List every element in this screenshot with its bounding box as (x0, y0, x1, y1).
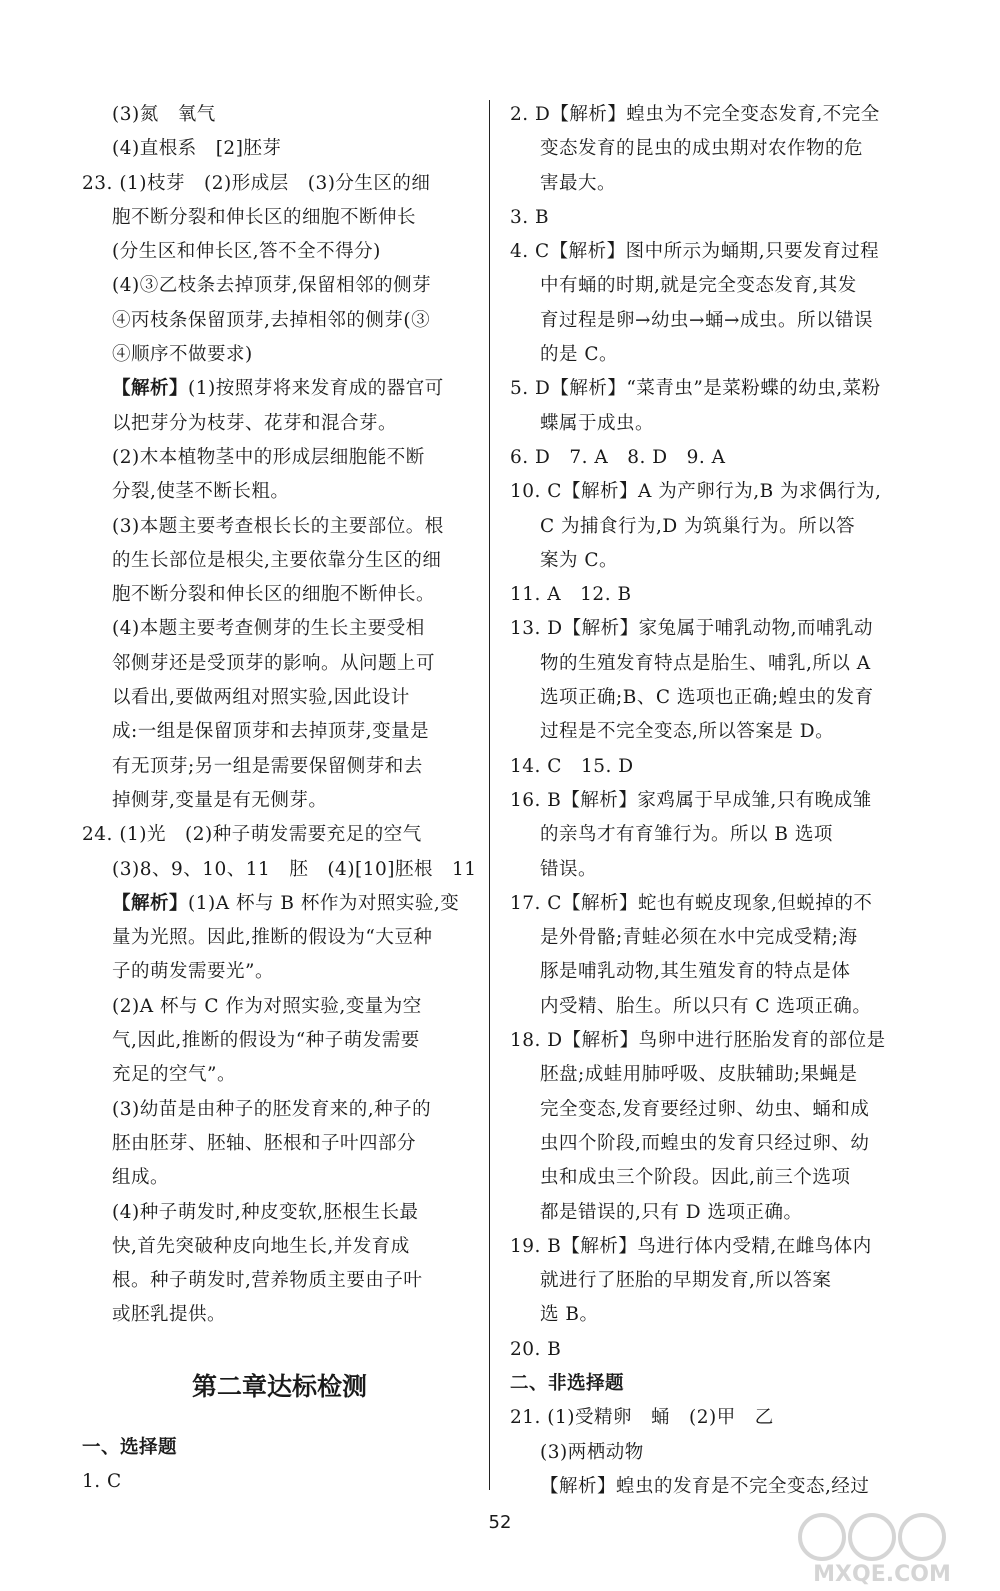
q24-analysis-line: (4)种子萌发时,种皮变软,胚根生长最 (112, 1201, 419, 1223)
answer-line: 变态发育的昆虫的成虫期对农作物的危 (540, 138, 864, 160)
answer-line: 胚盘;成蛙用肺呼吸、皮肤辅助;果蝇是 (540, 1064, 858, 1086)
answer-line: 案为 C。 (540, 549, 619, 571)
section-heading-nonchoice: 二、非选择题 (510, 1372, 625, 1394)
q24-analysis-line: 充足的空气”。 (112, 1064, 236, 1086)
answer-line: 20. B (510, 1338, 562, 1360)
answer-line: 选项正确;B、C 选项也正确;蝗虫的发育 (540, 687, 874, 709)
watermark-text: MXQE.COM (813, 1562, 951, 1585)
answer-line: 是外骨骼;青蛙必须在水中完成受精;海 (540, 927, 858, 949)
answer-line: 13. D【解析】家兔属于哺乳动物,而哺乳动 (510, 618, 874, 640)
watermark-logo (782, 1507, 982, 1585)
answer-line: 11. A 12. B (510, 584, 632, 606)
right-answer-list (510, 98, 902, 1367)
answer-line: 育过程是卵→幼虫→蛹→成虫。所以错误 (540, 309, 874, 331)
q23-analysis-line: (3)本题主要考查根长长的主要部位。根 (112, 515, 444, 537)
analysis-text: (1)A 杯与 B 杯作为对照实验,变 (188, 892, 460, 914)
answer-line: 2. D【解析】蝗虫为不完全变态发育,不完全 (510, 104, 880, 125)
q23-line: 胞不断分裂和伸长区的细胞不断伸长 (112, 206, 417, 228)
chapter-title: 第二章达标检测 (191, 1371, 367, 1401)
q23-analysis-line: 分裂,使茎不断长粗。 (112, 481, 290, 503)
q21-analysis-line: 【解析】蝗虫的发育是不完全变态,经过 (540, 1475, 870, 1497)
answer-line: 10. C【解析】A 为产卵行为,B 为求偶行为, (510, 481, 882, 503)
q24-line: 24. (1)光 (2)种子萌发需要充足的空气 (82, 824, 422, 846)
left-column (82, 98, 477, 1499)
right-column (510, 98, 902, 1504)
q24-analysis-line: (3)幼苗是由种子的胚发育来的,种子的 (112, 1098, 432, 1120)
analysis-tag: 【解析】 (112, 378, 189, 400)
column-divider (489, 100, 490, 1490)
q24-analysis-line: 组成。 (112, 1167, 170, 1189)
q24-analysis-line: 或胚乳提供。 (112, 1304, 227, 1326)
q23-analysis-line: 有无顶芽;另一组是需要保留侧芽和去 (112, 755, 423, 777)
q21-line: 21. (1)受精卵 蛹 (2)甲 乙 (510, 1407, 774, 1429)
q23-line: ④顺序不做要求) (112, 344, 253, 366)
q23-line: 23. (1)枝芽 (2)形成层 (3)分生区的细 (82, 172, 431, 194)
answer-line: 完全变态,发育要经过卵、幼虫、蛹和成 (540, 1098, 870, 1120)
q22-line: (4)直根系 [2]胚芽 (112, 138, 282, 160)
q23-analysis-line: 的生长部位是根尖,主要依靠分生区的细 (112, 549, 442, 571)
answer-line: 的亲鸟才有育雏行为。所以 B 选项 (540, 824, 833, 846)
answer-line: 17. C【解析】蛇也有蜕皮现象,但蜕掉的不 (510, 892, 873, 914)
answer-line: C 为捕食行为,D 为筑巢行为。所以答 (540, 515, 856, 537)
answer-line: 19. B【解析】鸟进行体内受精,在雌鸟体内 (510, 1235, 872, 1257)
answer-line: 虫四个阶段,而蝗虫的发育只经过卵、幼 (540, 1132, 870, 1154)
answer-line: 6. D 7. A 8. D 9. A (510, 446, 726, 468)
q24-analysis-line: 快,首先突破种皮向地生长,并发育成 (112, 1235, 410, 1257)
q24-analysis-line (82, 887, 477, 921)
q23-analysis-line: 成:一组是保留顶芽和去掉顶芽,变量是 (112, 721, 430, 743)
q22-line: (3)氮 氧气 (112, 104, 216, 125)
q24-analysis-line: 子的萌发需要光”。 (112, 961, 274, 983)
q24-analysis-line: 气,因此,推断的假设为“种子萌发需要 (112, 1030, 420, 1052)
answer-line: 蝶属于成虫。 (540, 412, 655, 434)
q23-analysis-line: 邻侧芽还是受顶芽的影响。从问题上可 (112, 652, 436, 674)
answer-line: 选 B。 (540, 1304, 599, 1326)
answer-line: 18. D【解析】鸟卵中进行胚胎发育的部位是 (510, 1030, 886, 1052)
answer-line: 4. C【解析】图中所示为蛹期,只要发育过程 (510, 241, 880, 263)
answer-line: 中有蛹的时期,就是完全变态发育,其发 (540, 275, 857, 297)
answer-line: 虫和成虫三个阶段。因此,前三个选项 (540, 1167, 851, 1189)
q24-line: (3)8、9、10、11 胚 (4)[10]胚根 11 (112, 858, 477, 880)
q21-line: (3)两栖动物 (540, 1441, 644, 1463)
answer-line: 都是错误的,只有 D 选项正确。 (540, 1201, 803, 1223)
section-heading-choice: 一、选择题 (82, 1436, 178, 1458)
q24-text: (1)光 (2)种子萌发需要充足的空气 (119, 824, 422, 846)
answer-line: 豚是哺乳动物,其生殖发育的特点是体 (540, 961, 851, 983)
answer-line: 害最大。 (540, 172, 617, 194)
q23-analysis-line: (2)木本植物茎中的形成层细胞能不断 (112, 446, 425, 468)
q23-text: (1)枝芽 (2)形成层 (3)分生区的细 (119, 172, 431, 194)
q23-analysis-line: 胞不断分裂和伸长区的细胞不断伸长。 (112, 584, 436, 606)
answer-line: 内受精、胎生。所以只有 C 选项正确。 (540, 995, 872, 1017)
q23-analysis-line (82, 372, 477, 406)
q24-analysis-line: (2)A 杯与 C 作为对照实验,变量为空 (112, 995, 422, 1017)
q23-line: (4)③乙枝条去掉顶芽,保留相邻的侧芽 (112, 275, 432, 297)
answer-line: 14. C 15. D (510, 755, 634, 777)
analysis-tag: 【解析】 (112, 892, 189, 914)
q24-analysis-line: 量为光照。因此,推断的假设为“大豆种 (112, 927, 433, 949)
answer-line: 就进行了胚胎的早期发育,所以答案 (540, 1270, 832, 1292)
q24-analysis-line: 根。种子萌发时,营养物质主要由子叶 (112, 1270, 423, 1292)
q23-analysis-line: 以把芽分为枝芽、花芽和混合芽。 (112, 412, 398, 434)
q23-analysis-line: 以看出,要做两组对照实验,因此设计 (112, 687, 410, 709)
answer-q1: 1. C (82, 1470, 122, 1492)
answer-line: 错误。 (540, 858, 598, 880)
answer-line: 物的生殖发育特点是胎生、哺乳,所以 A (540, 652, 871, 674)
answer-line: 16. B【解析】家鸡属于早成雏,只有晚成雏 (510, 789, 872, 811)
page-number: 52 (488, 1512, 512, 1533)
q23-analysis-line: 掉侧芽,变量是有无侧芽。 (112, 789, 328, 811)
answer-line: 的是 C。 (540, 344, 619, 366)
q23-line: (分生区和伸长区,答不全不得分) (112, 241, 381, 263)
q24-analysis-line: 胚由胚芽、胚轴、胚根和子叶四部分 (112, 1132, 417, 1154)
q23-line: ④丙枝条保留顶芽,去掉相邻的侧芽(③ (112, 309, 431, 331)
q23-analysis-line: (4)本题主要考查侧芽的生长主要受相 (112, 618, 425, 640)
analysis-text: (1)按照芽将来发育成的器官可 (188, 378, 444, 400)
answer-line: 过程是不完全变态,所以答案是 D。 (540, 721, 835, 743)
answer-line: 3. B (510, 206, 550, 228)
answer-line: 5. D【解析】“菜青虫”是菜粉蝶的幼虫,菜粉 (510, 378, 881, 400)
